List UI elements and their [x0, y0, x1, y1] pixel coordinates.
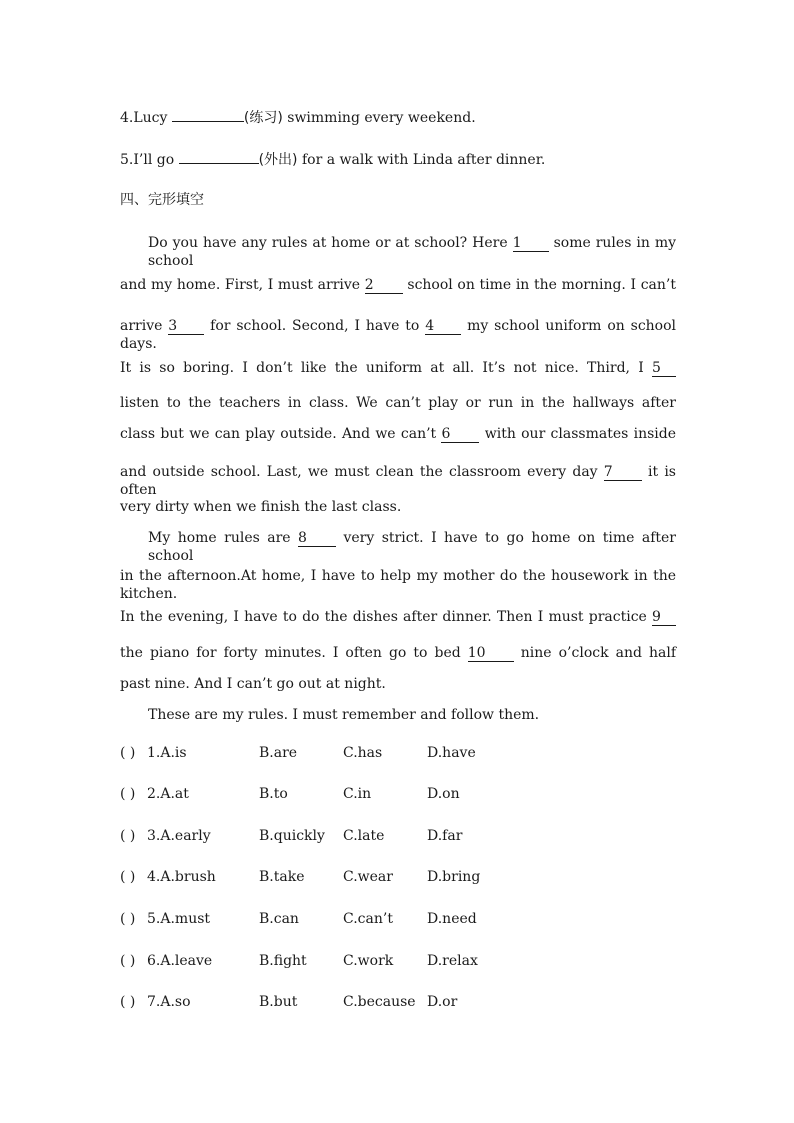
passage-blank: 3 — [168, 319, 204, 335]
passage-line: and outside school. Last, we must clean the classroom every day 7 it is often — [120, 464, 676, 498]
option-b: B.but — [259, 994, 298, 1010]
passage-line: past nine. And I can’t go out at night. — [120, 676, 386, 692]
fill-in-item-4 — [120, 109, 476, 127]
fill-in-suffix: for a walk with Linda after dinner. — [297, 152, 546, 168]
option-d: D.bring — [427, 869, 481, 885]
fill-in-item-5 — [120, 151, 545, 169]
option-a: 4.A.brush — [147, 869, 216, 885]
fill-in-suffix: swimming every weekend. — [282, 110, 476, 126]
passage-line: the piano for forty minutes. I often go to bed 10 nine o’clock and half — [120, 645, 676, 661]
option-d: D.have — [427, 745, 476, 761]
passage-line: very dirty when we finish the last class. — [120, 499, 402, 515]
passage-line: In the evening, I have to do the dishes after dinner. Then I must practice 9 — [120, 608, 676, 626]
answer-paren[interactable]: ( ) — [120, 869, 136, 885]
option-a: 5.A.must — [147, 911, 211, 927]
option-c: C.because — [343, 994, 416, 1010]
passage-line: My home rules are 8 very strict. I have to go home on time after school — [148, 530, 676, 564]
passage-blank: 9 — [652, 610, 676, 626]
option-b: B.quickly — [259, 828, 325, 844]
passage-line: in the afternoon.At home, I have to help my mother do the housework in the kitchen. — [120, 568, 676, 602]
answer-paren[interactable]: ( ) — [120, 911, 136, 927]
question-row — [120, 785, 680, 803]
passage-blank: 2 — [365, 278, 403, 294]
passage-blank: 10 — [468, 646, 514, 662]
question-row — [120, 868, 680, 886]
option-a: 3.A.early — [147, 828, 211, 844]
option-c: C.work — [343, 953, 394, 969]
question-row — [120, 952, 680, 970]
option-b: B.to — [259, 786, 288, 802]
answer-paren[interactable]: ( ) — [120, 786, 136, 802]
answer-blank[interactable] — [179, 163, 259, 164]
question-row — [120, 827, 680, 845]
option-c: C.wear — [343, 869, 393, 885]
option-a: 6.A.leave — [147, 953, 213, 969]
option-b: B.are — [259, 745, 298, 761]
option-d: D.or — [427, 994, 458, 1010]
answer-paren[interactable]: ( ) — [120, 828, 136, 844]
chinese-hint: (外出) — [258, 152, 298, 168]
option-b: B.take — [259, 869, 305, 885]
answer-paren[interactable]: ( ) — [120, 953, 136, 969]
passage-line: It is so boring. I don’t like the uniform at all. It’s not nice. Third, I 5 — [120, 359, 676, 377]
passage-line: and my home. First, I must arrive 2 school on time in the morning. I can’t — [120, 277, 676, 293]
passage-line: These are my rules. I must remember and follow them. — [148, 707, 540, 723]
answer-blank[interactable] — [172, 121, 244, 122]
question-row — [120, 993, 680, 1011]
question-row — [120, 910, 680, 928]
passage-line: listen to the teachers in class. We can’t play or run in the hallways after — [120, 395, 676, 411]
option-a: 7.A.so — [147, 994, 191, 1010]
question-row — [120, 744, 680, 762]
passage-blank: 4 — [425, 319, 461, 335]
passage-blank: 6 — [441, 427, 479, 443]
option-c: C.can’t — [343, 911, 393, 927]
option-c: C.in — [343, 786, 372, 802]
answer-paren[interactable]: ( ) — [120, 994, 136, 1010]
option-b: B.can — [259, 911, 299, 927]
option-a: 1.A.is — [147, 745, 187, 761]
passage-blank: 7 — [604, 465, 642, 481]
option-c: C.late — [343, 828, 385, 844]
passage-line: arrive 3 for school. Second, I have to 4 my school uniform on school days. — [120, 318, 677, 352]
option-c: C.has — [343, 745, 383, 761]
answer-paren[interactable]: ( ) — [120, 745, 136, 761]
passage-line: class but we can play outside. And we can’t 6 with our classmates inside — [120, 426, 676, 442]
option-a: 2.A.at — [147, 786, 189, 802]
passage-blank: 5 — [652, 361, 676, 377]
fill-in-prefix: 4.Lucy — [120, 110, 172, 126]
passage-line: Do you have any rules at home or at school? Here 1 some rules in my school — [148, 235, 677, 269]
passage-blank: 1 — [513, 236, 549, 252]
chinese-hint: (练习) — [243, 110, 283, 126]
fill-in-prefix: 5.I’ll go — [120, 152, 179, 168]
option-d: D.need — [427, 911, 477, 927]
option-d: D.on — [427, 786, 460, 802]
option-d: D.far — [427, 828, 463, 844]
section-title: 四、完形填空 — [120, 192, 204, 208]
option-d: D.relax — [427, 953, 478, 969]
option-b: B.fight — [259, 953, 307, 969]
passage-blank: 8 — [298, 531, 336, 547]
